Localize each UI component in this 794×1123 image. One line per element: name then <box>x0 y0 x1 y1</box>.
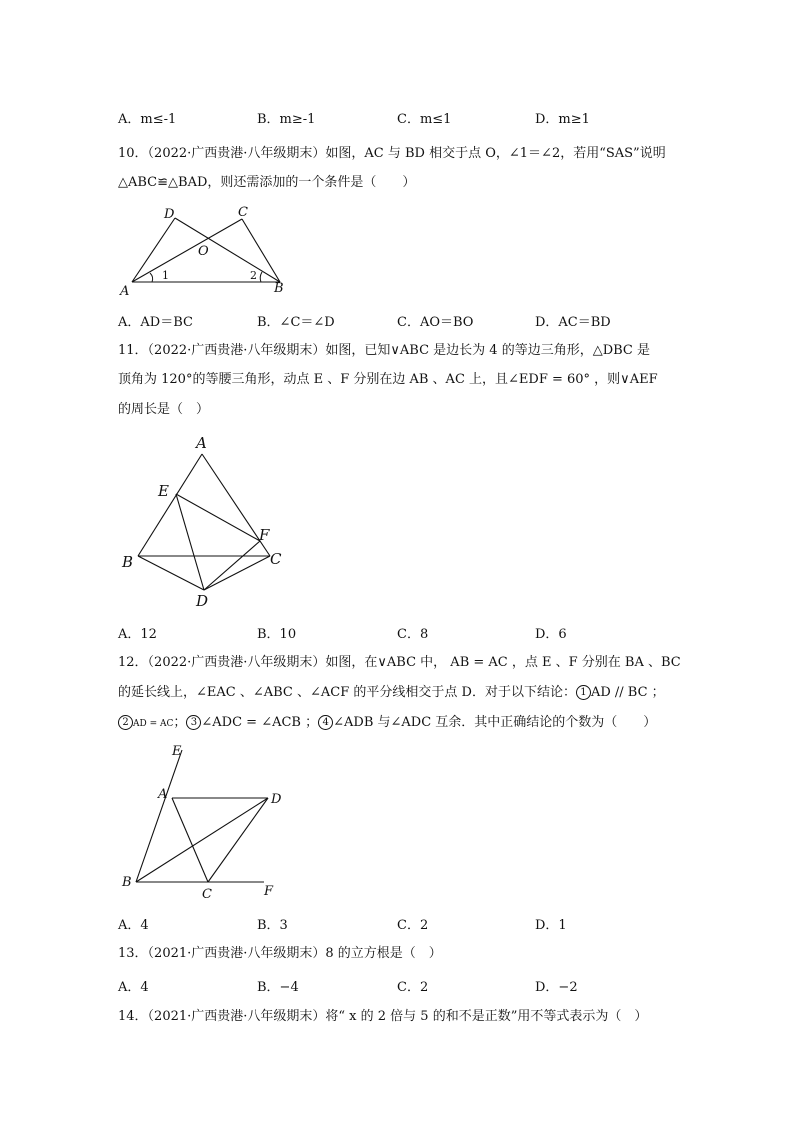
q11-segment-ed <box>176 494 204 590</box>
q9-option-a: A．m≤-1 <box>118 112 177 127</box>
q10-stem-line2: △ABC≌△BAD，则还需添加的一个条件是（ ） <box>118 175 416 190</box>
q13-option-a: A．4 <box>118 980 149 995</box>
q13-option-d: D．−2 <box>535 980 578 995</box>
q12-label-b: B <box>122 875 132 890</box>
q12-segment-cd <box>208 798 268 882</box>
q10-label-c: C <box>238 205 248 220</box>
q10-angle-2-arc <box>260 272 262 282</box>
q11-stem-line1: 11．（2022·广西贵港·八年级期末）如图，已知∨ABC 是边长为 4 的等边三角形，△DBC 是 <box>118 343 650 358</box>
q12-ray-be <box>136 750 182 882</box>
q11-segment-ef <box>176 494 260 541</box>
q11-label-c: C <box>270 550 282 568</box>
q10-label-b: B <box>274 281 284 296</box>
q11-segment-ab <box>138 454 202 556</box>
q10-option-c: C．AO＝BO <box>397 315 474 330</box>
q10-options <box>118 311 678 331</box>
q11-option-c: C．8 <box>397 627 429 642</box>
q10-angle-1-arc <box>150 273 153 282</box>
q10-label-d: D <box>164 207 175 222</box>
q12-option-c: C．2 <box>397 918 429 933</box>
q11-stem-line2: 顶角为 120°的等腰三角形，动点 E 、F 分别在边 AB 、AC 上，且∠EDF = 60° ，则∨AEF <box>118 372 658 387</box>
q11-label-d: D <box>196 592 209 610</box>
q10-label-a: A <box>120 284 130 299</box>
q9-option-c: C．m≤1 <box>397 112 452 127</box>
q12-conclusion-3: ∠ADC = ∠ACB ； <box>201 715 319 730</box>
q11-options <box>118 623 678 643</box>
q11-segment-bd <box>138 556 204 590</box>
q11-label-b: B <box>122 553 134 571</box>
q13-stem: 13．（2021·广西贵港·八年级期末）8 的立方根是（ ） <box>118 946 442 961</box>
q11-label-e: E <box>158 482 169 500</box>
q10-label-o: O <box>198 244 209 259</box>
q11-label-a: A <box>196 434 207 452</box>
q12-conclusion-2-marker: 2 <box>118 715 133 730</box>
q10-option-b: B．∠C＝∠D <box>257 315 335 330</box>
q12-option-b: B．3 <box>257 918 288 933</box>
q12-conclusion-2: AD = AC <box>133 719 174 729</box>
q12-conclusion-4: ∠ADB 与∠ADC 互余．其中正确结论的个数为（ ） <box>333 715 657 730</box>
q12-option-d: D．1 <box>535 918 567 933</box>
q11-stem-line3: 的周长是（ ） <box>118 402 210 417</box>
q12-conclusion-4-marker: 4 <box>318 715 333 730</box>
q12-label-a: A <box>158 787 168 802</box>
q9-option-d: D．m≥1 <box>535 112 590 127</box>
q11-option-a: A．12 <box>118 627 157 642</box>
q12-label-d: D <box>271 792 282 807</box>
q12-label-f: F <box>264 884 274 899</box>
q12-label-e: E <box>172 744 182 759</box>
q9-option-b: B．m≥-1 <box>257 112 316 127</box>
q12-stem-line1: 12．（2022·广西贵港·八年级期末）如图，在∨ABC 中， AB = AC ，点 E 、F 分别在 BA 、BC <box>118 655 681 670</box>
q13-options <box>118 976 678 996</box>
q10-label-1: 1 <box>162 269 169 282</box>
q10-option-a: A．AD＝BC <box>118 315 193 330</box>
q12-conclusion-1: AD // BC ； <box>590 685 665 700</box>
q12-stem-line2-text: 的延长线上，∠EAC 、∠ABC 、∠ACF 的平分线相交于点 D．对于以下结论： <box>118 685 576 700</box>
q10-segment-ac <box>132 219 242 282</box>
q12-options <box>118 914 678 934</box>
q10-segment-bc <box>242 219 280 282</box>
q12-option-a: A．4 <box>118 918 149 933</box>
q14-stem: 14．（2021·广西贵港·八年级期末）将“ x 的 2 倍与 5 的和不是正数”用不等式表示为（ ） <box>118 1009 648 1024</box>
q12-segment-bd <box>136 798 268 882</box>
q9-options <box>118 108 678 128</box>
q13-option-b: B．−4 <box>257 980 299 995</box>
q11-figure <box>112 430 312 615</box>
q10-figure <box>110 200 310 300</box>
q12-conclusion-3-marker: 3 <box>186 715 201 730</box>
q10-label-2: 2 <box>250 269 257 282</box>
q12-figure <box>112 740 302 905</box>
q12-stem-line2 <box>118 683 665 703</box>
q10-option-d: D．AC＝BD <box>535 315 611 330</box>
q12-conclusion-1-marker: 1 <box>576 685 591 700</box>
q12-stem-line3: 2 AD = AC； 3 ∠ADC = ∠ACB ； 4 ∠ADB 与∠ADC 互余．其中正确结论的个数为（ ） <box>118 713 656 734</box>
q13-option-c: C．2 <box>397 980 429 995</box>
q11-option-d: D．6 <box>535 627 567 642</box>
q10-stem-line1: 10．（2022·广西贵港·八年级期末）如图，AC 与 BD 相交于点 O，∠1＝∠2，若用“SAS”说明 <box>118 146 666 161</box>
q11-option-b: B．10 <box>257 627 297 642</box>
q12-label-c: C <box>202 887 212 902</box>
q11-label-f: F <box>259 526 270 544</box>
